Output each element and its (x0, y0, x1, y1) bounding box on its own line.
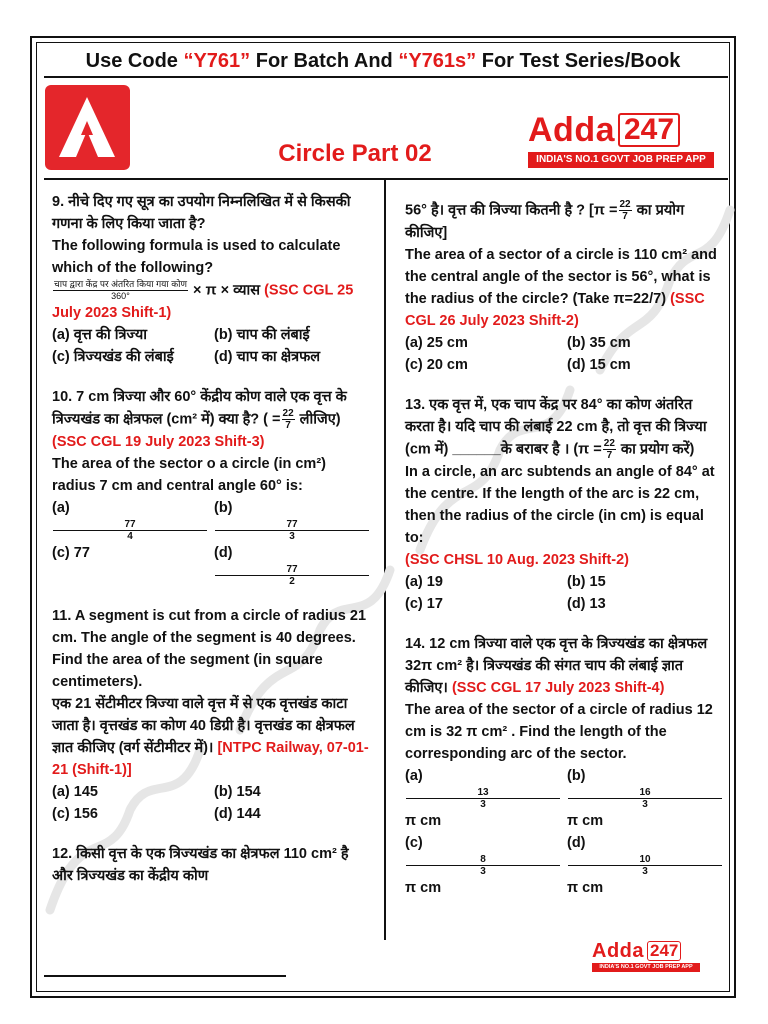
option-c (52, 542, 208, 587)
question-text-english: In a circle, an arc subtends an angle of 84° at the centre. If the length of the arc is 22 cm, then the radius of the circle (in cm) is equal to: (405, 464, 715, 546)
options (405, 332, 723, 376)
question-13 (405, 394, 723, 615)
option-label: (c) (405, 835, 423, 851)
option-unit: π cm (567, 813, 604, 829)
brand-word: Adda (528, 111, 615, 149)
title-rule (44, 178, 728, 180)
option-a: (a) वृत्त की त्रिज्या (52, 327, 147, 343)
fraction-numerator: 16 (568, 787, 722, 799)
option-label: (b) (567, 768, 586, 784)
english-part: The area of a sector of a circle is 110 cm² and the central angle of the sector is 56°, what is the radius of the circle? (Take π=22/7) (405, 247, 717, 307)
brand-tagline: INDIA'S NO.1 GOVT JOB PREP APP (528, 152, 714, 168)
test-series-code: “Y761s” (398, 50, 477, 72)
option-label: (c) 77 (52, 545, 90, 561)
formula-rest: × π × व्यास (188, 282, 265, 299)
page-title: Circle Part 02 (278, 140, 432, 167)
option-fraction (406, 787, 560, 810)
options (52, 781, 370, 825)
promo-suffix: For Test Series/Book (476, 50, 681, 72)
option-fraction (215, 564, 369, 587)
fraction-denominator: 7 (285, 420, 291, 431)
footer-rule (44, 975, 286, 977)
option-b: (b) 15 (567, 574, 606, 590)
fraction-denominator: 3 (642, 799, 648, 810)
fraction-denominator: 2 (289, 576, 295, 587)
option-d (567, 832, 723, 899)
option-label: (b) (214, 500, 233, 516)
fraction-denominator: 4 (127, 531, 133, 542)
option-unit: π cm (405, 813, 442, 829)
option-fraction (568, 787, 722, 810)
brand-number: 247 (618, 113, 680, 147)
brand-number: 247 (647, 941, 681, 961)
question-text-hindi: 9. नीचे दिए गए सूत्र का उपयोग निम्नलिखित में से किसकी गणना के लिए किया जाता है? (52, 194, 351, 232)
question-text-hindi (405, 199, 723, 244)
hindi-part: एक 21 सेंटीमीटर त्रिज्या वाले वृत्त में से एक वृत्तखंड काटा जाता है। वृत्तखंड का कोण 40 डिग्री है। वृत्तखंड का क्षेत्रफल ज्ञात कीजिए (वर्ग सेंटीमीटर में)। (52, 696, 355, 756)
question-14 (405, 633, 723, 899)
option-b: (b) 35 cm (567, 335, 631, 351)
option-d: (d) 13 (567, 596, 606, 612)
option-fraction (568, 854, 722, 877)
option-label: (d) (214, 545, 233, 561)
option-a: (a) 145 (52, 784, 98, 800)
formula-fraction (53, 279, 188, 302)
fraction-numerator: 22 (619, 199, 631, 210)
promo-code-banner (44, 50, 722, 73)
option-unit: π cm (567, 880, 604, 896)
question-text-english: The following formula is used to calculate which of the following? (52, 238, 341, 276)
option-fraction (215, 519, 369, 542)
option-label: (a) (52, 500, 70, 516)
option-c: (c) 156 (52, 806, 98, 822)
option-c (405, 832, 561, 899)
option-d: (d) 15 cm (567, 357, 631, 373)
column-divider (384, 180, 386, 940)
question-text-english: 11. A segment is cut from a circle of radius 21 cm. The angle of the segment is 40 degrees. Find the area of the segment (in square centimeters). (52, 608, 367, 690)
fraction-denominator: 3 (480, 799, 486, 810)
question-text-hindi (405, 633, 723, 699)
option-b (214, 497, 370, 542)
fraction-numerator: 77 (215, 564, 369, 576)
fraction-denominator: 7 (606, 450, 613, 461)
header-rule (44, 76, 728, 78)
fraction-denominator: 3 (289, 531, 295, 542)
option-fraction (53, 519, 207, 542)
adda-a-logo-icon (45, 85, 130, 170)
formula-line (52, 279, 370, 324)
fraction-numerator: 77 (53, 519, 207, 531)
fraction-numerator: 13 (406, 787, 560, 799)
option-a (52, 497, 208, 542)
fraction-numerator: 77 (215, 519, 369, 531)
option-a (405, 765, 561, 832)
fraction-numerator: 22 (282, 408, 294, 419)
question-source: [NTPC Railway, 07-01-21 (Shift-1)] (52, 740, 369, 778)
question-10 (52, 386, 370, 587)
question-12 (52, 843, 370, 887)
option-d: (d) 144 (214, 806, 261, 822)
promo-prefix: Use Code (85, 50, 184, 72)
question-12-continued (405, 199, 723, 376)
question-11 (52, 605, 370, 825)
pi-fraction (282, 408, 295, 431)
adda247-footer-logo (592, 940, 700, 972)
option-a: (a) 25 cm (405, 335, 468, 351)
hindi-part: 14. 12 cm त्रिज्या वाले एक वृत्त के त्रिज्यखंड का क्षेत्रफल 32π cm² है। त्रिज्यखंड की संगत चाप की लंबाई ज्ञात कीजिए। (405, 636, 708, 696)
fraction-numerator: 10 (568, 854, 722, 866)
question-source: (SSC CGL 19 July 2023 Shift-3) (52, 434, 265, 450)
question-text-hindi: 12. किसी वृत्त के एक त्रिज्यखंड का क्षेत्रफल 110 cm² है और त्रिज्यखंड का केंद्रीय कोण (52, 846, 349, 884)
hindi-part: का प्रयोग कीजिए] (405, 202, 685, 241)
question-text-hindi (52, 386, 370, 453)
option-c: (c) 20 cm (405, 357, 468, 373)
option-c: (c) 17 (405, 596, 443, 612)
hindi-part: लीजिए) (295, 411, 341, 428)
fraction-denominator: 3 (480, 866, 486, 877)
promo-mid: For Batch And (250, 50, 399, 72)
option-label: (a) (405, 768, 423, 784)
fraction-numerator: 8 (406, 854, 560, 866)
hindi-part: का प्रयोग करें) (616, 441, 695, 458)
pi-fraction (619, 199, 632, 222)
batch-code: “Y761” (183, 50, 251, 72)
option-b (567, 765, 723, 832)
left-column (52, 191, 370, 905)
option-d: (d) चाप का क्षेत्रफल (214, 349, 321, 365)
option-d (214, 542, 370, 587)
options (52, 497, 370, 587)
question-text-hindi (405, 394, 723, 461)
question-text-english (405, 244, 723, 332)
hindi-part: 56° है। वृत्त की त्रिज्या कितनी है ? [π = (405, 202, 618, 219)
option-a: (a) 19 (405, 574, 443, 590)
formula-numerator: चाप द्वारा केंद्र पर अंतरित किया गया कोण (54, 279, 187, 289)
hindi-part: 10. 7 cm त्रिज्या और 60° केंद्रीय कोण वाले एक वृत्त के त्रिज्यखंड का क्षेत्रफल (cm² में) क्या है? ( = (52, 389, 347, 428)
options (405, 571, 723, 615)
question-9 (52, 191, 370, 368)
option-unit: π cm (405, 880, 442, 896)
option-b: (b) 154 (214, 784, 261, 800)
fraction-numerator: 22 (603, 438, 615, 449)
pi-fraction (603, 438, 616, 461)
fraction-denominator: 3 (642, 866, 648, 877)
option-fraction (406, 854, 560, 877)
options (405, 765, 723, 899)
brand-tagline: INDIA'S NO.1 GOVT JOB PREP APP (592, 963, 700, 972)
right-column (405, 199, 723, 917)
question-text-english: The area of the sector o a circle (in cm²) radius 7 cm and central angle 60° is: (52, 456, 326, 494)
option-c: (c) त्रिज्यखंड की लंबाई (52, 349, 174, 365)
question-text-english: The area of the sector of a circle of radius 12 cm is 32 π cm² . Find the length of the corresponding arc of the sector. (405, 702, 713, 762)
fraction-denominator: 7 (622, 211, 628, 222)
hindi-part: 13. एक वृत्त में, एक चाप केंद्र पर 84° का कोण अंतरित करता है। यदि चाप की लंबाई 22 cm है, तो वृत्त की त्रिज्या (cm में) ______के बराबर है । (π = (405, 397, 707, 458)
question-source: (SSC CHSL 10 Aug. 2023 Shift-2) (405, 552, 629, 568)
option-b: (b) चाप की लंबाई (214, 327, 310, 343)
formula-denominator: 360° (111, 291, 130, 301)
question-source: (SSC CGL 17 July 2023 Shift-4) (451, 680, 665, 696)
adda247-logo (528, 110, 714, 168)
options (52, 324, 370, 368)
brand-word: Adda (592, 940, 644, 962)
question-source: (SSC CGL 26 July 2023 Shift-2) (405, 291, 705, 329)
option-label: (d) (567, 835, 586, 851)
question-source: (SSC CGL 25 July 2023 Shift-1) (52, 282, 354, 321)
question-text-hindi (52, 693, 370, 781)
